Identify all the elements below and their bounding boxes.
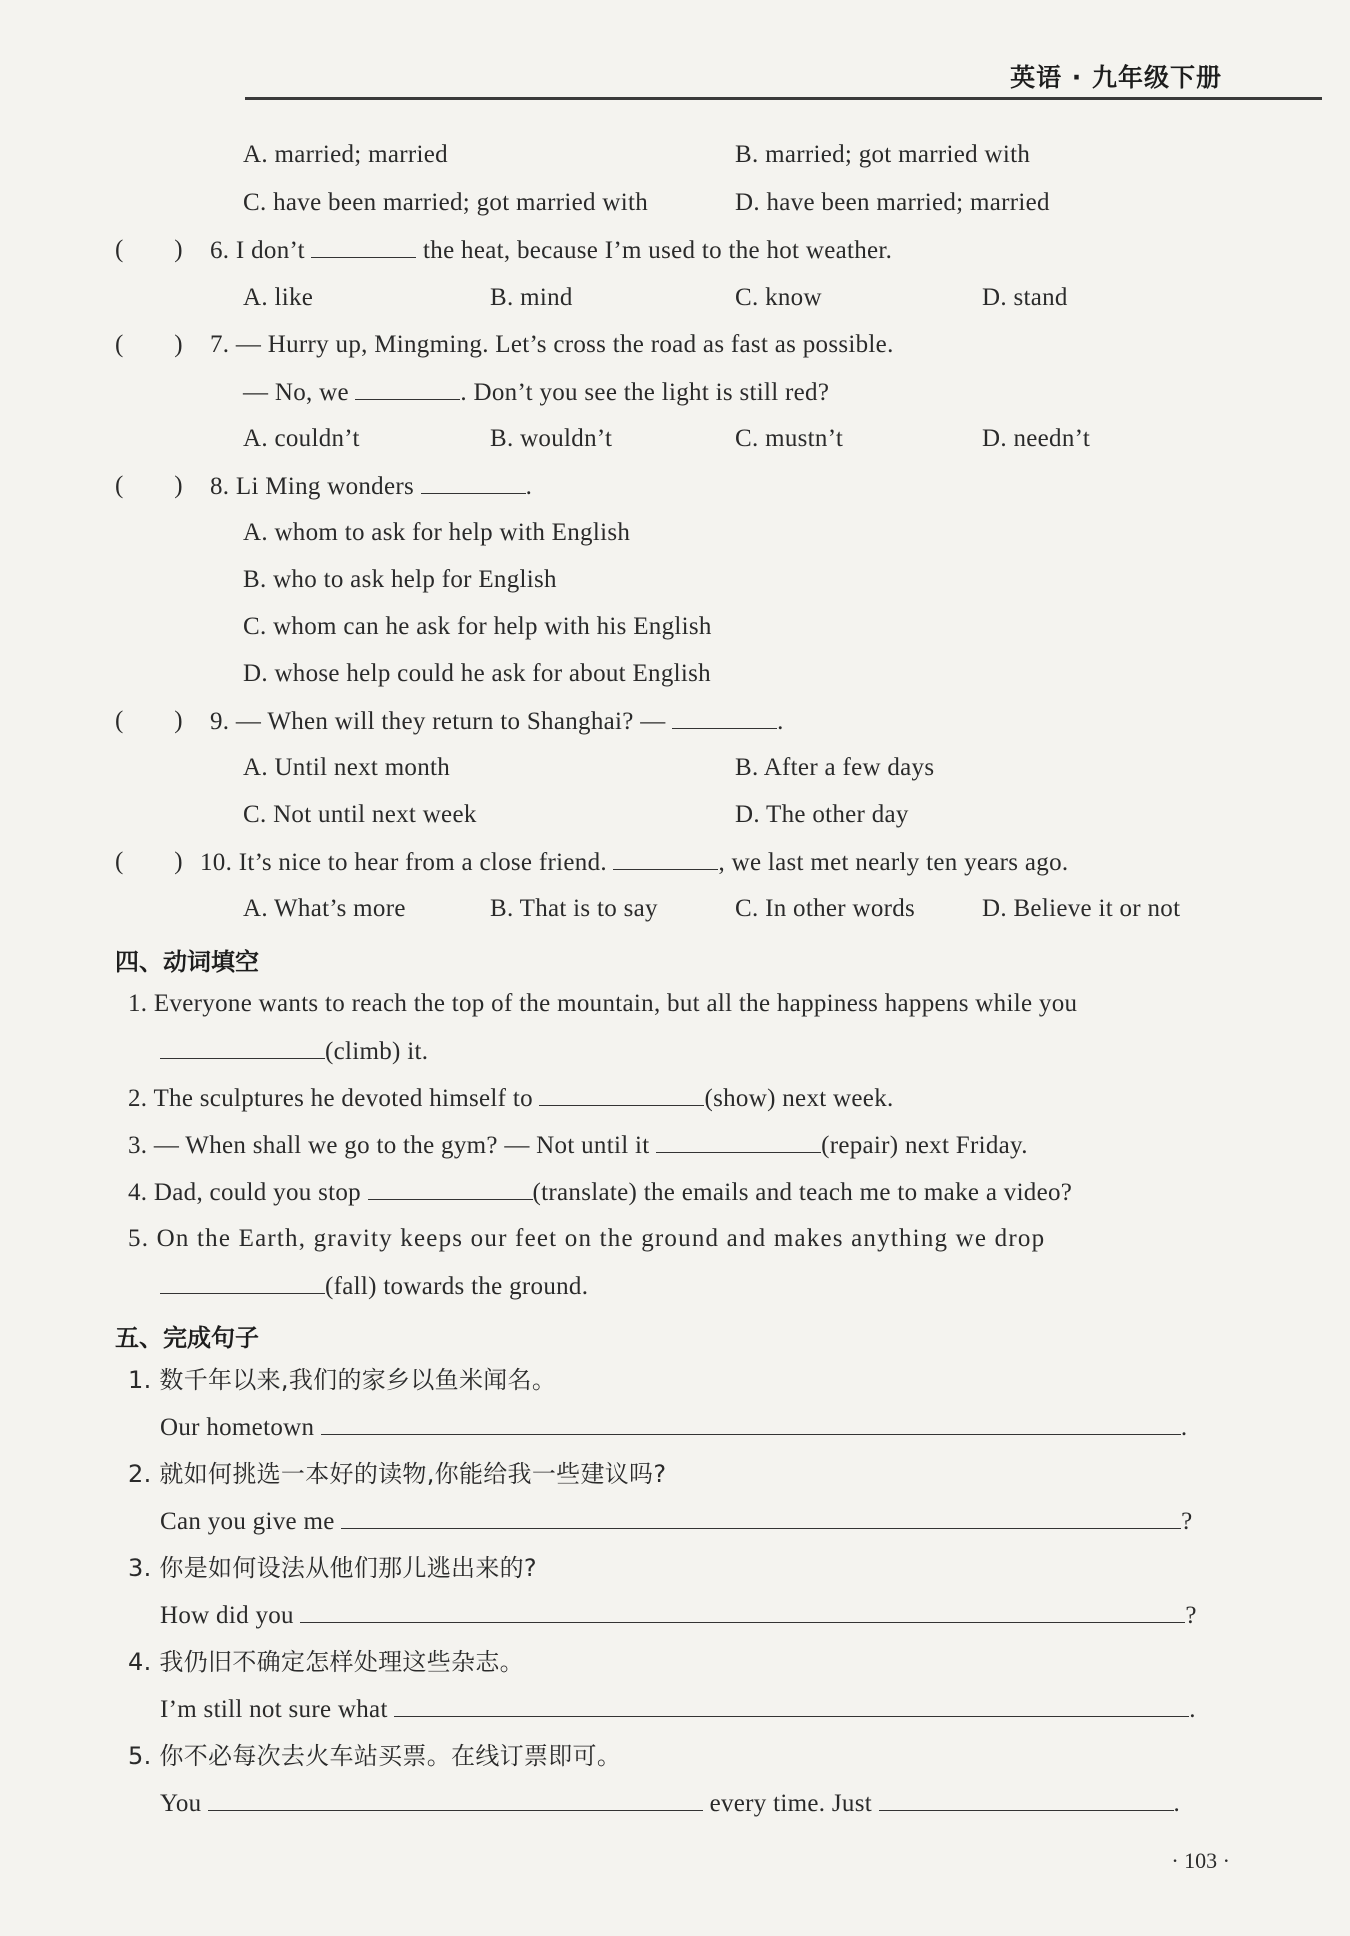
q5-option-d: D. have been married; married [735,189,1050,216]
s5-q1-end: . [1180,1414,1188,1441]
q5-option-a: A. married; married [243,141,448,168]
s5-q4-prompt: I’m still not sure what [160,1696,388,1723]
s5-q1-english [160,1412,1187,1443]
header-title: 英语 · 九年级下册 [1010,63,1222,92]
s4-q5-line2 [160,1271,588,1302]
header-rule [245,97,1322,100]
s5-q2-end: ? [1181,1508,1193,1535]
q9-answer-paren: ( ) [115,707,183,734]
s5-q4-end: . [1189,1696,1196,1723]
s5-q2-prompt: Can you give me [160,1508,335,1535]
q8-option-b: B. who to ask help for English [243,566,557,593]
q8-answer-paren: ( ) [115,472,183,499]
q6-option-c: C. know [735,284,822,311]
q7-option-a: A. couldn’t [243,425,360,452]
q7-line2-before: — No, we [243,379,349,406]
q8-option-d: D. whose help could he ask for about English [243,660,711,687]
s5-q3-prompt: How did you [160,1602,294,1629]
s4-q5-blank[interactable] [160,1271,325,1294]
s4-q2 [128,1083,894,1114]
s4-q1-line2-after: (climb) it. [325,1038,429,1065]
q7-line2-after: . Don’t you see the light is still red? [460,379,830,406]
q8-blank[interactable] [421,471,526,494]
s5-q5-prompt-before: You [160,1790,202,1817]
s5-q3-english [160,1600,1197,1631]
s5-q2-english [160,1506,1193,1537]
s4-q2-before: 2. The sculptures he devoted himself to [128,1085,533,1112]
s4-q1-blank[interactable] [160,1036,325,1059]
s5-q2-chinese: 2. 就如何挑选一本好的读物,你能给我一些建议吗? [128,1460,667,1488]
s4-q4-blank[interactable] [368,1177,533,1200]
q6-stem [210,235,892,266]
q9-blank[interactable] [672,706,777,729]
q8-number: 8. [210,473,230,500]
q6-text-after: the heat, because I’m used to the hot weather. [423,237,893,264]
q7-number: 7. [210,331,230,358]
q9-option-b: B. After a few days [735,754,935,781]
q6-option-d: D. stand [982,284,1068,311]
q7-stem [210,330,894,360]
s4-q1-line1: 1. Everyone wants to reach the top of the mountain, but all the happiness happens while you [128,990,1078,1017]
s5-q5-end: . [1173,1790,1181,1817]
q9-option-a: A. Until next month [243,754,451,781]
s5-q1-chinese: 1. 数千年以来,我们的家乡以鱼米闻名。 [128,1366,557,1394]
s4-q4-before: 4. Dad, could you stop [128,1179,361,1206]
q8-option-c: C. whom can he ask for help with his English [243,613,712,640]
q7-answer-paren: ( ) [115,331,183,358]
section5-title: 五、完成句子 [115,1324,259,1352]
q10-option-b: B. That is to say [490,895,658,922]
s5-q5-english [160,1788,1180,1819]
s5-q4-blank[interactable] [394,1694,1189,1717]
s4-q2-blank[interactable] [539,1083,704,1106]
q10-text-after: , we last met nearly ten years ago. [718,849,1069,876]
q7-option-b: B. wouldn’t [490,425,613,452]
q6-answer-paren: ( ) [115,236,183,263]
q9-option-c: C. Not until next week [243,801,477,828]
q8-stem [210,471,532,502]
s5-q3-chinese: 3. 你是如何设法从他们那儿逃出来的? [128,1554,537,1582]
q6-option-a: A. like [243,284,314,311]
q6-blank[interactable] [311,235,416,258]
s4-q2-after: (show) next week. [704,1085,894,1112]
q9-number: 9. [210,708,230,735]
s4-q1-line2 [160,1036,428,1067]
q8-option-a: A. whom to ask for help with English [243,519,631,546]
s4-q4 [128,1177,1072,1208]
page-number: · 103 · [1171,1848,1230,1873]
q9-option-d: D. The other day [735,801,909,828]
s5-q1-blank[interactable] [321,1412,1181,1435]
q7-option-c: C. mustn’t [735,425,844,452]
q7-option-d: D. needn’t [982,425,1091,452]
q6-text-before: I don’t [235,237,305,264]
q10-answer-paren: ( ) [115,848,183,875]
q6-number: 6. [210,237,230,264]
q5-option-c: C. have been married; got married with [243,189,649,216]
q10-text-before: It’s nice to hear from a close friend. [238,849,607,876]
s4-q3 [128,1130,1028,1161]
s5-q5-blank-2[interactable] [879,1788,1174,1811]
section4-title: 四、动词填空 [115,948,259,976]
s4-q3-blank[interactable] [656,1130,821,1153]
q10-stem [200,847,1068,878]
s5-q3-end: ? [1185,1602,1197,1629]
s4-q3-after: (repair) next Friday. [821,1132,1028,1159]
s5-q2-blank[interactable] [341,1506,1181,1529]
q5-option-b: B. married; got married with [735,141,1031,168]
q6-option-b: B. mind [490,284,573,311]
q8-text-before: Li Ming wonders [235,473,415,500]
q10-option-c: C. In other words [735,895,916,922]
s5-q4-english [160,1694,1196,1725]
q10-option-a: A. What’s more [243,895,406,922]
s5-q5-blank-1[interactable] [208,1788,703,1811]
q9-text-after: . [777,708,784,735]
q7-line2 [243,377,829,408]
q7-blank[interactable] [355,377,460,400]
q8-text-after: . [525,473,533,500]
q9-text-before: — When will they return to Shanghai? — [235,708,666,735]
s4-q5-line1: 5. On the Earth, gravity keeps our feet on the ground and makes anything we drop [128,1225,1046,1252]
s5-q5-chinese: 5. 你不必每次去火车站买票。在线订票即可。 [128,1742,622,1770]
s5-q4-chinese: 4. 我仍旧不确定怎样处理这些杂志。 [128,1648,524,1676]
s5-q3-blank[interactable] [300,1600,1185,1623]
s4-q5-line2-after: (fall) towards the ground. [325,1273,589,1300]
s4-q4-after: (translate) the emails and teach me to make a video? [532,1179,1073,1206]
q7-line1: — Hurry up, Mingming. Let’s cross the road as fast as possible. [235,331,894,358]
q10-option-d: D. Believe it or not [982,895,1181,922]
q10-number: 10. [200,849,233,876]
q9-stem [210,706,784,737]
s5-q1-prompt: Our hometown [160,1414,315,1441]
s4-q3-before: 3. — When shall we go to the gym? — Not until it [128,1132,650,1159]
s5-q5-prompt-mid: every time. Just [709,1790,872,1817]
q10-blank[interactable] [613,847,718,870]
